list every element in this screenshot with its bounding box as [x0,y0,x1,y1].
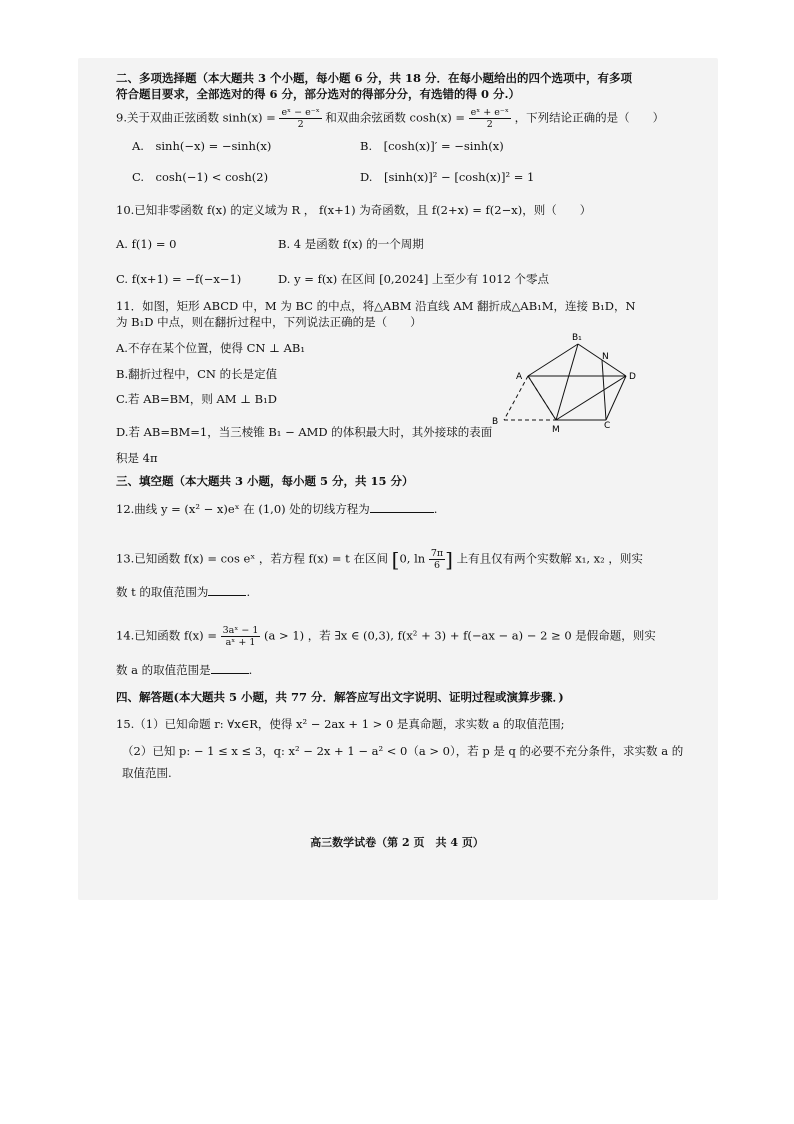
page-footer: 高三数学试卷（第 2 页 共 4 页） [310,836,484,849]
q11-option-a: A.不存在某个位置，使得 CN ⊥ AB₁ [116,341,305,355]
edge-cn [602,360,606,420]
section3-header: 三、填空题（本大题共 3 小题，每小题 5 分，共 15 分） [116,474,414,488]
q13-post: 上有且仅有两个实数解 x₁, x₂ ，则实 [456,551,643,566]
q9-pre: 9.关于双曲正弦函数 sinh(x) = [116,110,276,125]
q13-pre: 13.已知函数 f(x) = cos eˣ ，若方程 f(x) = t 在区间 [116,551,388,566]
q9-option-a: A. sinh(−x) = −sinh(x) [132,139,272,153]
q9-post: ，下列结论正确的是（ ） [514,110,665,125]
q11-option-c: C.若 AB=BM，则 AM ⊥ B₁D [116,392,277,406]
question-15-part2-line1: （2）已知 p: − 1 ≤ x ≤ 3，q: x² − 2x + 1 − a² < 0（a > 0），若 p 是 q 的必要不充分条件，求实数 a 的 [122,744,684,758]
q11-option-d-line2: 积是 4π [116,451,158,465]
label-a: A [516,372,523,382]
q12-answer-blank[interactable] [370,502,434,513]
question-13-line2 [116,585,250,599]
section2-header-line1: 二、多项选择题（本大题共 3 个小题，每小题 6 分，共 18 分．在每小题给出的四个选项中，有多项 [116,71,633,85]
q13-fraction [429,548,445,571]
sinh-fraction [279,107,321,130]
label-n: N [602,352,609,362]
q10-option-a: A. f(1) = 0 [116,237,177,251]
label-d: D [629,372,636,382]
q11-geometry-figure [486,330,646,440]
question-12 [116,502,437,516]
q13-left-bracket: [ [391,547,400,572]
cosh-denominator: 2 [486,119,493,130]
q13-end: . [246,585,251,599]
question-14-line1 [116,625,656,648]
section2-header-line2: 符合题目要求，全部选对的得 6 分，部分选对的得部分分，有选错的得 0 分.） [116,87,521,101]
q14-post: (a > 1) ，若 ∃x ∈ (0,3), f(x² + 3) + f(−ax − a) − 2 ≥ 0 是假命题，则实 [264,628,656,643]
cosh-fraction [469,107,511,130]
q10-option-c: C. f(x+1) = −f(−x−1) [116,272,242,286]
q14-fraction [221,625,261,648]
edge-am [528,376,556,420]
q9-mid: 和双曲余弦函数 cosh(x) = [325,110,465,125]
q14-pre: 14.已知函数 f(x) = [116,628,217,643]
q10-option-b: B. 4 是函数 f(x) 的一个周期 [278,237,424,251]
cosh-numerator: eˣ + e⁻ˣ [470,107,509,118]
q13-answer-blank[interactable] [208,585,246,596]
question-9-stem [116,107,664,130]
label-b: B [492,417,499,427]
q10-option-d: D. y = f(x) 在区间 [0,2024] 上至少有 1012 个零点 [278,272,550,286]
q13-right-bracket: ] [445,547,453,572]
section4-header: 四、解答题(本大题共 5 小题，共 77 分．解答应写出文字说明、证明过程或演算步骤．) [116,690,564,704]
label-c: C [604,421,611,431]
question-11-stem-line1: 11．如图，矩形 ABCD 中，M 为 BC 的中点，将△ABM 沿直线 AM 翻折成△AB₁M，连接 B₁D，N [116,299,636,313]
q14-answer-blank[interactable] [211,663,249,674]
q13-l2: 数 t 的取值范围为 [116,585,209,599]
question-11-stem-line2: 为 B₁D 中点，则在翻折过程中，下列说法正确的是（ ） [116,315,422,329]
q13-frac-numerator: 7π [430,548,444,559]
q9-option-c: C. cosh(−1) < cosh(2) [132,170,269,184]
q9-option-b: B. [cosh(x)]′ = −sinh(x) [360,139,504,153]
question-13-line1 [116,548,643,571]
sinh-denominator: 2 [297,119,304,130]
q9-option-d: D. [sinh(x)]² − [cosh(x)]² = 1 [360,170,535,184]
q11-option-b: B.翻折过程中，CN 的长是定值 [116,367,278,381]
question-15-part1: 15.（1）已知命题 r: ∀x∈R，使得 x² − 2ax + 1 > 0 是真命题，求实数 a 的取值范围; [116,717,565,731]
question-15-part2-line2: 取值范围. [122,766,172,780]
label-b1: B₁ [572,333,582,343]
question-10-stem: 10.已知非零函数 f(x) 的定义域为 R ， f(x+1) 为奇函数，且 f(2+x) = f(2−x)，则（ ） [116,203,592,217]
q12-text: 12.曲线 y = (x² − x)eˣ 在 (1,0) 处的切线方程为 [116,502,370,516]
edge-ab-dashed [504,376,528,420]
q13-interval-left: 0, ln [399,551,426,566]
q12-end: . [433,502,438,516]
label-m: M [552,425,560,435]
q14-frac-numerator: 3aˣ − 1 [222,625,259,636]
q14-frac-denominator: aˣ + 1 [225,637,256,648]
sinh-numerator: eˣ − e⁻ˣ [281,107,320,118]
q14-end: . [248,663,253,677]
q14-l2: 数 a 的取值范围是 [116,663,211,677]
q13-frac-denominator: 6 [433,560,440,571]
question-14-line2 [116,663,252,677]
q11-option-d-line1: D.若 AB=BM=1，当三棱锥 B₁ − AMD 的体积最大时，其外接球的表面 [116,425,493,439]
